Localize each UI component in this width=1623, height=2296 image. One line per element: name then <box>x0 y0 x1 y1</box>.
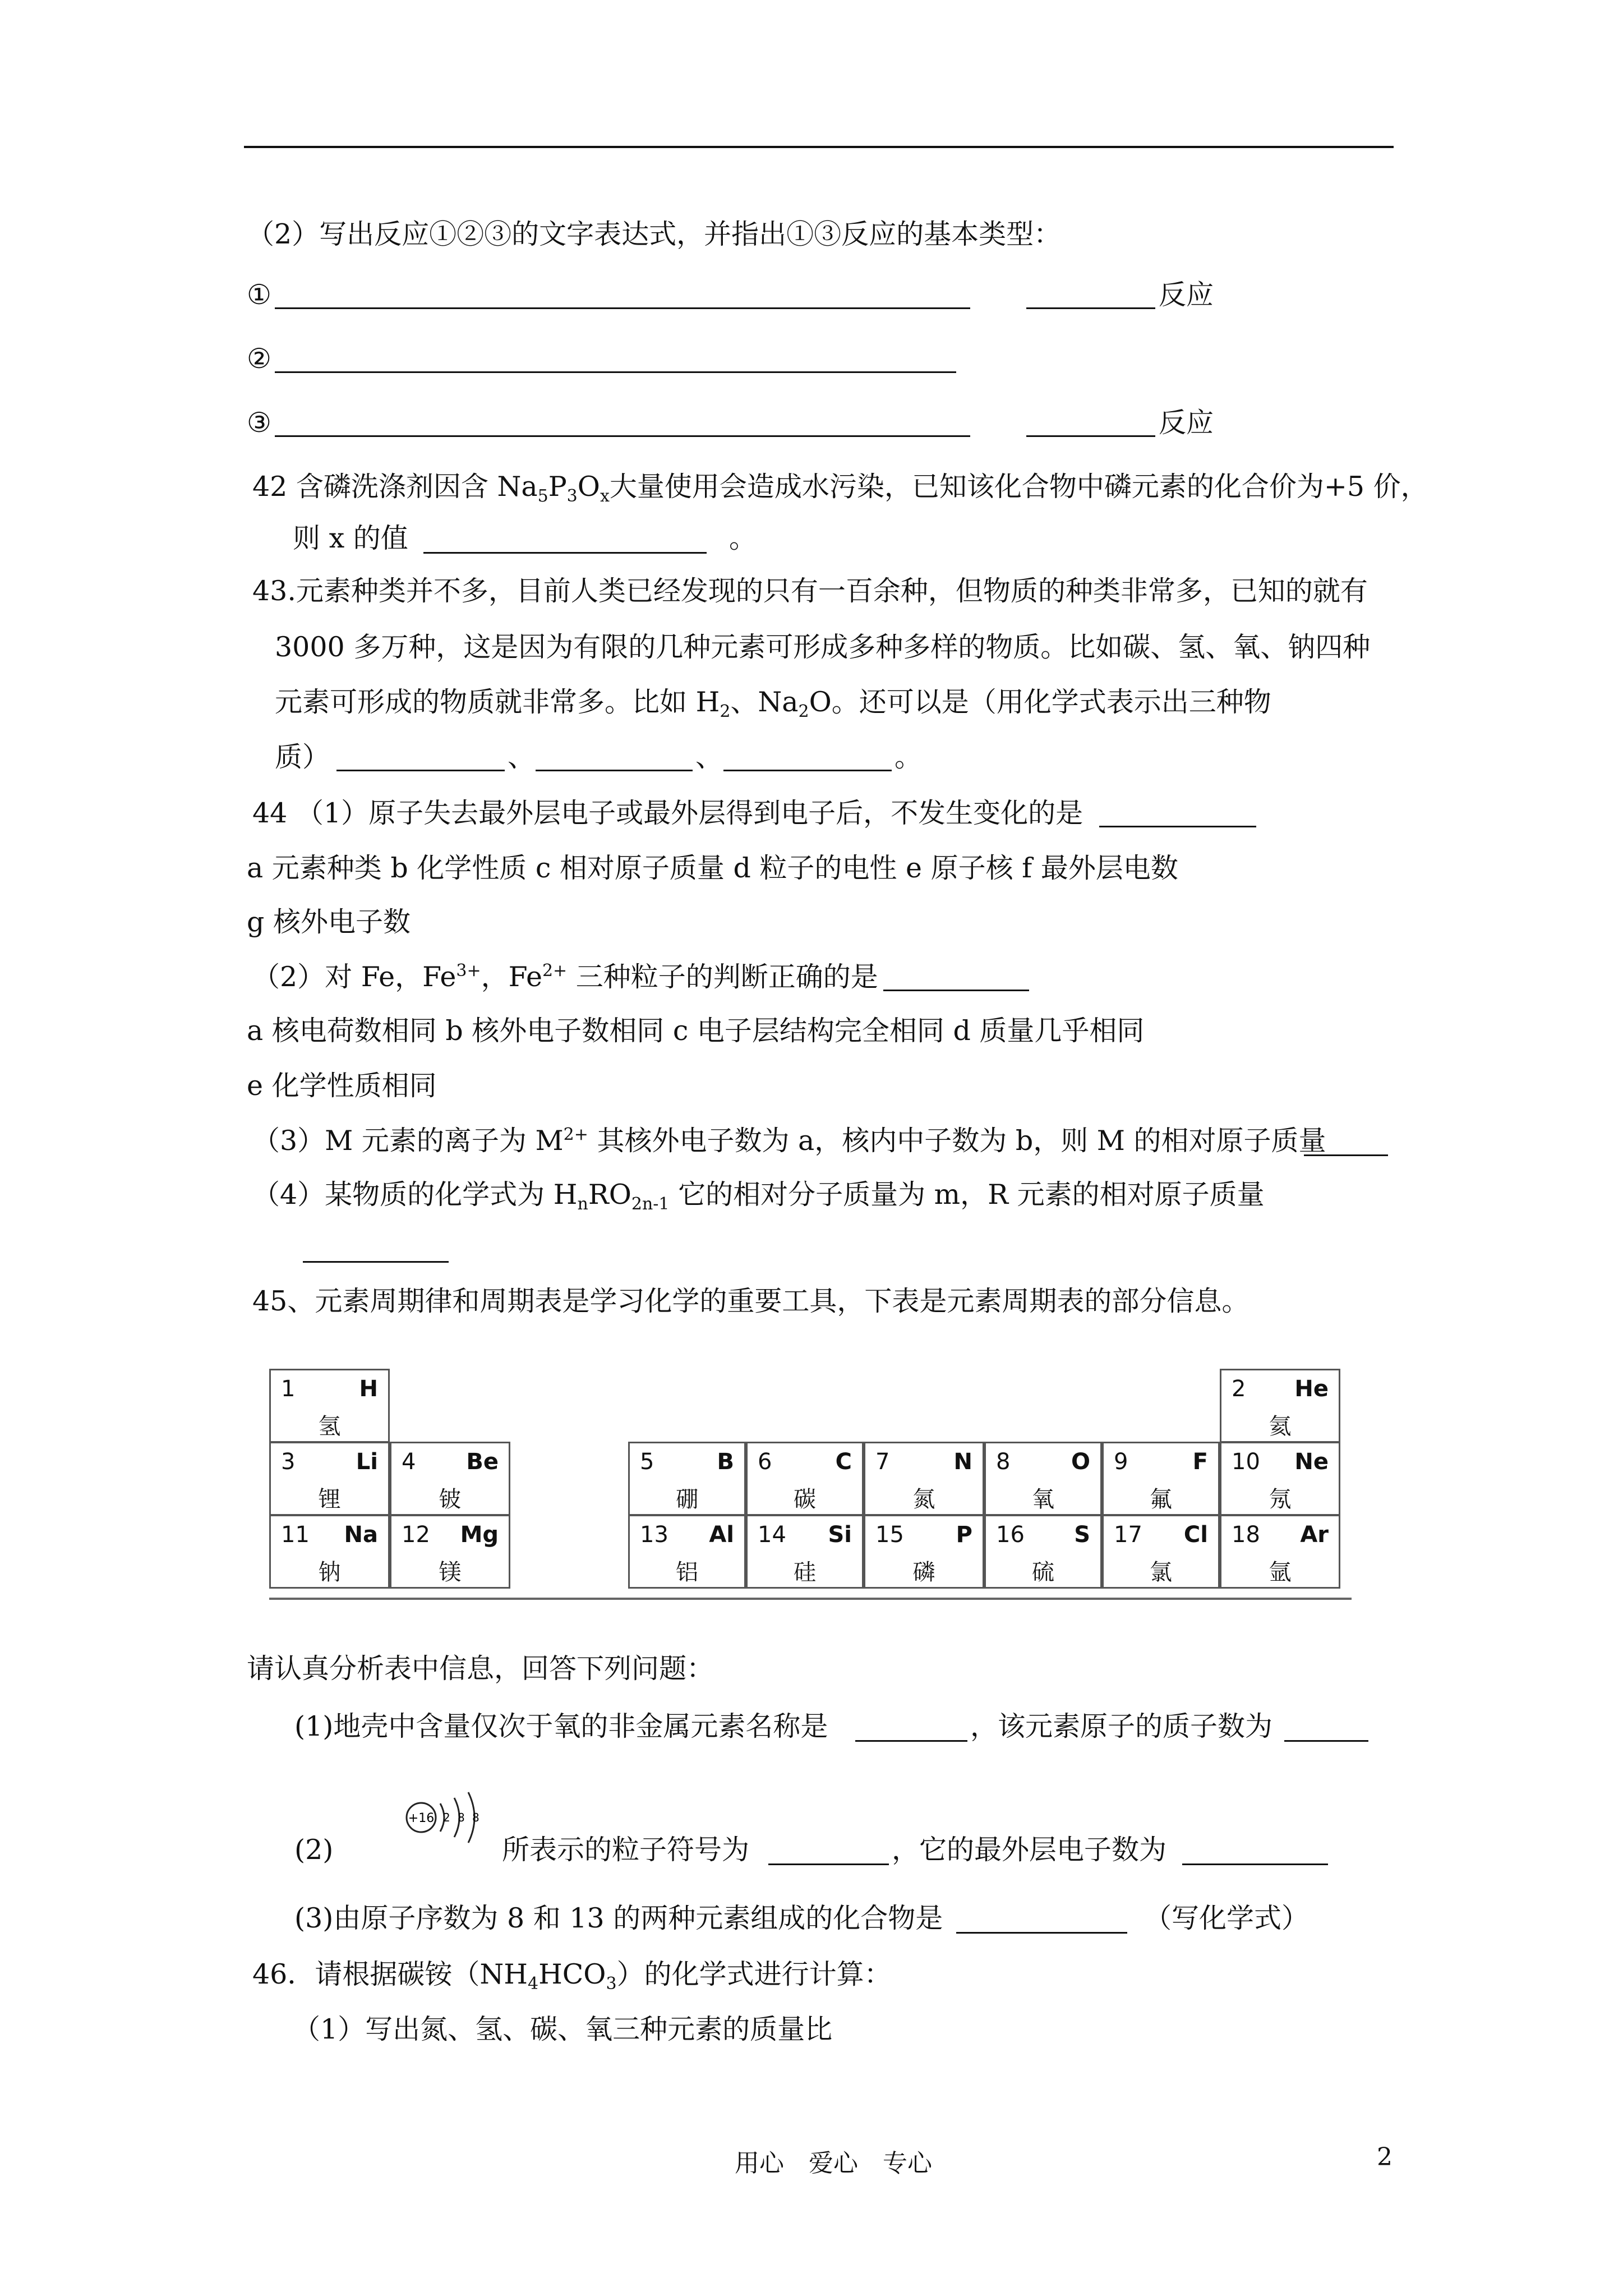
q45-p3b: （写化学式） <box>1144 1902 1310 1934</box>
element-chinese-name: 铝 <box>676 1559 698 1585</box>
element-chinese-name: 氟 <box>1150 1487 1172 1512</box>
element-number: 13 <box>640 1522 668 1548</box>
element-symbol: F <box>1192 1449 1208 1475</box>
element-symbol: Al <box>709 1522 734 1548</box>
q41-suffix-3: 反应 <box>1159 407 1214 439</box>
q41-type-blank-3[interactable] <box>1026 435 1155 437</box>
element-chinese-name: 硅 <box>794 1559 816 1585</box>
element-chinese-name: 氧 <box>1032 1487 1054 1512</box>
q41-type-blank-1[interactable] <box>1026 307 1155 309</box>
q43-line1: 43.元素种类并不多，目前人类已经发现的只有一百余种，但物质的种类非常多，已知的就有 <box>252 575 1368 607</box>
element-symbol: H <box>359 1376 378 1402</box>
element-cell-ne <box>1220 1442 1340 1516</box>
element-symbol: S <box>1074 1522 1090 1548</box>
q41-suffix-1: 反应 <box>1159 279 1214 311</box>
element-chinese-name: 氦 <box>1269 1414 1292 1439</box>
q43-line2: 3000 多万种，这是因为有限的几种元素可形成多种多样的物质。比如碳、氢、氧、钠四种 <box>275 631 1371 663</box>
element-chinese-name: 氮 <box>912 1487 935 1512</box>
element-symbol: Na <box>344 1522 378 1548</box>
element-cell-cl <box>1102 1515 1220 1589</box>
q43-blank-2[interactable] <box>536 770 693 771</box>
element-number: 14 <box>758 1522 786 1548</box>
q45-p3a: (3)由原子序数为 8 和 13 的两种元素组成的化合物是 <box>294 1902 943 1934</box>
q44-options-1: a 元素种类 b 化学性质 c 相对原子质量 d 粒子的电性 e 原子核 f 最外层电数 <box>247 852 1178 884</box>
q44-options-2: a 核电荷数相同 b 核外电子数相同 c 电子层结构完全相同 d 质量几乎相同 <box>247 1015 1145 1047</box>
element-chinese-name: 硫 <box>1032 1559 1054 1585</box>
element-cell-mg <box>390 1515 510 1589</box>
q41-blank-2[interactable] <box>275 371 956 373</box>
q41-marker-1: ① <box>247 279 271 311</box>
q45-blank-1[interactable] <box>855 1740 967 1742</box>
element-cell-na <box>269 1515 390 1589</box>
element-chinese-name: 氯 <box>1150 1559 1172 1585</box>
element-cell-f <box>1102 1442 1220 1516</box>
element-number: 7 <box>875 1449 890 1475</box>
header-rule <box>244 146 1394 148</box>
q42-line1: 42 含磷洗涤剂因含 $Na_5P_3O_x$大量使用会造成水污染，已知该化合物中磷元素的化合价为+5 价， <box>252 471 1428 506</box>
q44-line3: （3）M 元素的离子为 $M^{2+}$ 其核外电子数为 a，核内中子数为 b，则 M 的相对原子质量 <box>252 1125 1326 1157</box>
q42-blank[interactable] <box>423 552 707 554</box>
q41-part2-prompt: （2）写出反应①②③的文字表达式，并指出①③反应的基本类型： <box>247 218 1062 250</box>
q45-p2b: 所表示的粒子符号为 <box>502 1834 750 1866</box>
element-number: 18 <box>1232 1522 1260 1548</box>
q45-p1a: (1)地壳中含量仅次于氧的非金属元素名称是 <box>294 1710 828 1742</box>
element-number: 2 <box>1232 1376 1246 1402</box>
element-symbol: He <box>1294 1376 1329 1402</box>
shell-count-3: 8 <box>472 1811 479 1824</box>
q43-blank-1[interactable] <box>336 770 505 771</box>
q43-line4: 质） <box>275 741 330 773</box>
q45-ask: 请认真分析表中信息，回答下列问题： <box>247 1653 714 1685</box>
element-chinese-name: 氖 <box>1269 1487 1292 1512</box>
q45-blank-3[interactable] <box>768 1864 889 1865</box>
element-chinese-name: 钠 <box>318 1559 341 1585</box>
q44-line1: 44 （1）原子失去最外层电子或最外层得到电子后，不发生变化的是 <box>252 797 1083 829</box>
element-number: 1 <box>281 1376 296 1402</box>
element-number: 8 <box>996 1449 1011 1475</box>
element-symbol: C <box>835 1449 852 1475</box>
element-number: 6 <box>758 1449 772 1475</box>
element-symbol: B <box>717 1449 734 1475</box>
element-cell-si <box>746 1515 864 1589</box>
q43-sep-2: 、 <box>695 741 723 773</box>
element-symbol: Cl <box>1183 1522 1208 1548</box>
q41-blank-1[interactable] <box>275 307 970 309</box>
q41-blank-3[interactable] <box>275 435 970 437</box>
element-symbol: P <box>956 1522 972 1548</box>
element-symbol: Ar <box>1300 1522 1329 1548</box>
element-cell-o <box>984 1442 1102 1516</box>
q45-blank-2[interactable] <box>1284 1740 1368 1742</box>
element-number: 16 <box>996 1522 1025 1548</box>
element-number: 3 <box>281 1449 296 1475</box>
element-symbol: Li <box>356 1449 378 1475</box>
element-chinese-name: 氢 <box>318 1414 341 1439</box>
element-chinese-name: 碳 <box>794 1487 816 1512</box>
element-symbol: Mg <box>460 1522 499 1548</box>
element-symbol: Be <box>466 1449 499 1475</box>
q44-line2: （2）对 Fe，$Fe^{3+}$，$Fe^{2+}$ 三种粒子的判断正确的是 <box>252 961 878 993</box>
nucleus-charge: +16 <box>408 1811 435 1825</box>
element-number: 5 <box>640 1449 654 1475</box>
q45-p1b: ，该元素原子的质子数为 <box>970 1710 1273 1742</box>
element-number: 10 <box>1232 1449 1260 1475</box>
q44-options-1b: g 核外电子数 <box>247 906 411 938</box>
page-number: 2 <box>1377 2143 1393 2171</box>
element-number: 12 <box>402 1522 430 1548</box>
element-cell-b <box>628 1442 746 1516</box>
element-chinese-name: 镁 <box>439 1559 462 1585</box>
q45-p2c: ，它的最外层电子数为 <box>892 1834 1167 1866</box>
periodic-table <box>269 1369 1340 1604</box>
q44-blank-1[interactable] <box>1099 826 1256 827</box>
q44-blank-3[interactable] <box>1304 1154 1388 1156</box>
element-number: 11 <box>281 1522 310 1548</box>
element-cell-n <box>864 1442 984 1516</box>
shell-count-1: 2 <box>443 1811 450 1824</box>
periodic-table-baseline <box>269 1598 1352 1600</box>
q45-blank-4[interactable] <box>1182 1864 1328 1865</box>
q43-sep-1: 、 <box>508 741 536 773</box>
element-number: 15 <box>875 1522 904 1548</box>
q46-line2: （1）写出氮、氢、碳、氧三种元素的质量比 <box>293 2013 833 2045</box>
q45-blank-5[interactable] <box>956 1932 1127 1934</box>
element-cell-c <box>746 1442 864 1516</box>
q46-line1: 46．请根据碳铵$(NH_4HCO_3)$的化学式进行计算： <box>252 1958 892 1994</box>
element-number: 4 <box>402 1449 416 1475</box>
q44-blank-2[interactable] <box>883 990 1029 991</box>
element-chinese-name: 磷 <box>912 1559 935 1585</box>
element-chinese-name: 氩 <box>1269 1559 1292 1585</box>
element-chinese-name: 硼 <box>676 1487 698 1512</box>
shell-count-2: 8 <box>458 1811 465 1824</box>
q44-options-2b: e 化学性质相同 <box>247 1070 437 1102</box>
footer-motto: 用心 爱心 专心 <box>735 2149 932 2178</box>
element-symbol: N <box>953 1449 972 1475</box>
q43-end: 。 <box>895 741 923 773</box>
element-cell-he <box>1220 1369 1340 1443</box>
element-number: 17 <box>1114 1522 1142 1548</box>
q42-end: 。 <box>729 522 757 554</box>
element-chinese-name: 锂 <box>318 1487 341 1512</box>
element-symbol: Si <box>828 1522 852 1548</box>
q43-line3: 元素可形成的物质就非常多。比如 $H_2$、$Na_2O$。还可以是（用化学式表示出三种物 <box>275 686 1271 721</box>
element-symbol: Ne <box>1294 1449 1329 1475</box>
q45-intro: 45、元素周期律和周期表是学习化学的重要工具，下表是元素周期表的部分信息。 <box>252 1285 1249 1317</box>
element-cell-ar <box>1220 1515 1340 1589</box>
q44-line4: （4）某物质的化学式为 $H_nRO_{2n-1}$ 它的相对分子质量为 m，R 元素的相对原子质量 <box>252 1179 1265 1214</box>
element-cell-be <box>390 1442 510 1516</box>
element-cell-h <box>269 1369 390 1443</box>
element-cell-p <box>864 1515 984 1589</box>
q41-marker-2: ② <box>247 343 271 375</box>
element-number: 9 <box>1114 1449 1128 1475</box>
q42-line2: 则 x 的值 <box>293 522 408 554</box>
q45-p2a: (2) <box>294 1834 334 1866</box>
element-chinese-name: 铍 <box>439 1487 462 1512</box>
element-cell-al <box>628 1515 746 1589</box>
q43-blank-3[interactable] <box>723 770 892 771</box>
element-symbol: O <box>1071 1449 1090 1475</box>
element-cell-li <box>269 1442 390 1516</box>
q44-blank-4[interactable] <box>303 1261 449 1263</box>
sulfur-ion-structure-diagram <box>401 1787 502 1846</box>
element-cell-s <box>984 1515 1102 1589</box>
q41-marker-3: ③ <box>247 407 271 439</box>
